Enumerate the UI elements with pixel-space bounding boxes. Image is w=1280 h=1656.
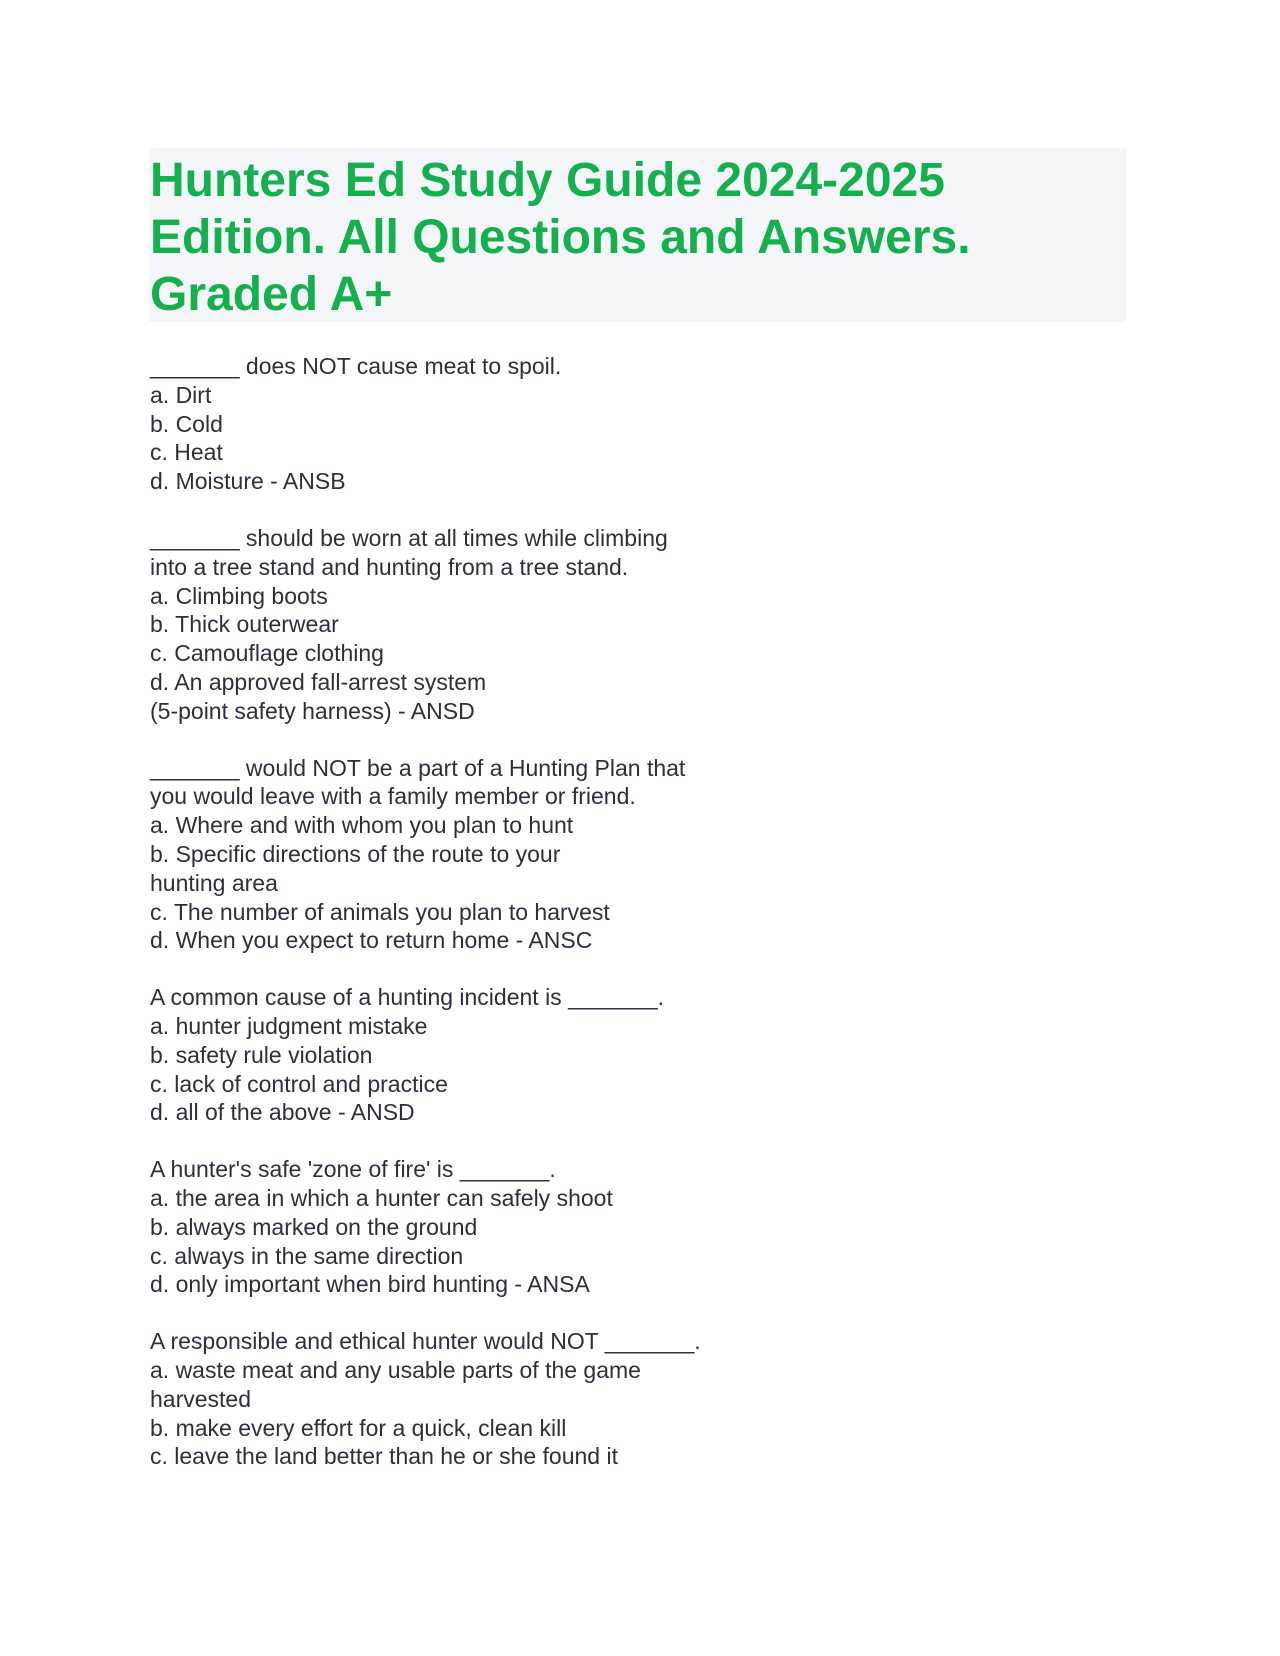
question-block: [150, 352, 870, 496]
answer-option: b. always marked on the ground: [150, 1213, 478, 1240]
answer-option: hunting area: [150, 869, 278, 896]
question-block: [150, 1327, 870, 1471]
answer-option: a. hunter judgment mistake: [150, 1012, 428, 1039]
answer-option: b. Specific directions of the route to your: [150, 840, 561, 867]
answer-option: b. Thick outerwear: [150, 611, 339, 638]
answer-option: a. the area in which a hunter can safely shoot: [150, 1184, 613, 1211]
question-prompt: A common cause of a hunting incident is _______.: [150, 984, 665, 1011]
answer-option: b. make every effort for a quick, clean kill: [150, 1414, 567, 1441]
answer-option: a. Dirt: [150, 381, 212, 408]
question-prompt: _______ does NOT cause meat to spoil.: [150, 353, 562, 379]
answer-option: c. always in the same direction: [150, 1242, 464, 1269]
answer-option: b. Cold: [150, 410, 223, 437]
answer-option: a. waste meat and any usable parts of the game: [150, 1356, 641, 1383]
question-list: [150, 352, 870, 1499]
answer-option: d. only important when bird hunting - ANSA: [150, 1271, 590, 1298]
answer-option: (5-point safety harness) - ANSD: [150, 697, 475, 724]
title-line: Graded A+: [150, 268, 393, 321]
title-line: Hunters Ed Study Guide 2024-2025: [150, 154, 945, 207]
answer-option: a. Where and with whom you plan to hunt: [150, 812, 574, 839]
answer-option: c. lack of control and practice: [150, 1070, 448, 1097]
question-prompt: you would leave with a family member or friend.: [150, 783, 636, 810]
question-block: [150, 754, 870, 956]
answer-option: c. Camouflage clothing: [150, 640, 384, 667]
answer-option: d. An approved fall-arrest system: [150, 668, 487, 695]
answer-option: c. leave the land better than he or she found it: [150, 1443, 618, 1470]
answer-option: c. Heat: [150, 439, 223, 466]
question-prompt: _______ would NOT be a part of a Hunting Plan that: [150, 754, 686, 781]
title-block: [149, 148, 1126, 322]
question-block: [150, 983, 870, 1127]
title-line: Edition. All Questions and Answers.: [150, 211, 971, 264]
question-prompt: A hunter's safe 'zone of fire' is _______.: [150, 1156, 556, 1183]
answer-option: c. The number of animals you plan to harvest: [150, 898, 610, 925]
answer-option: harvested: [150, 1385, 252, 1412]
answer-option: d. When you expect to return home - ANSC: [150, 927, 593, 954]
answer-option: b. safety rule violation: [150, 1041, 373, 1068]
question-prompt: into a tree stand and hunting from a tree stand.: [150, 553, 629, 580]
question-block: [150, 524, 870, 726]
document-title: [149, 148, 1126, 323]
answer-option: d. all of the above - ANSD: [150, 1099, 415, 1126]
question-block: [150, 1155, 870, 1299]
question-prompt: A responsible and ethical hunter would NOT _______.: [150, 1328, 701, 1355]
question-prompt: _______ should be worn at all times while climbing: [150, 524, 668, 551]
answer-option: d. Moisture - ANSB: [150, 468, 346, 495]
answer-option: a. Climbing boots: [150, 582, 328, 609]
